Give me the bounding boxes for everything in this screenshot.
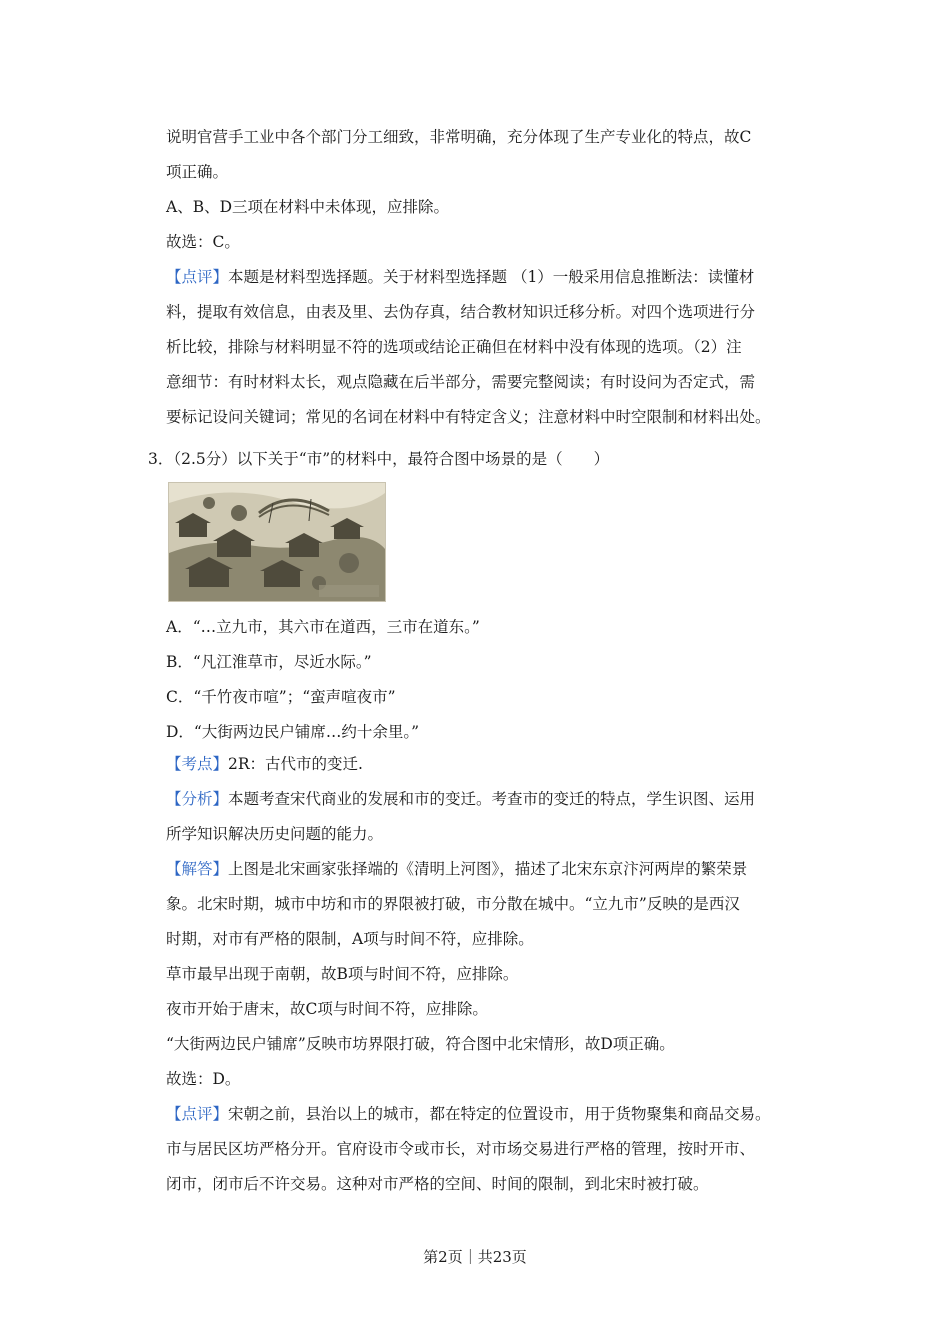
dianping-line: [166, 1103, 771, 1125]
text-line: 闭市，闭市后不许交易。这种对市严格的空间、时间的限制，到北宋时被打破。: [166, 1175, 709, 1193]
text-line: 象。北宋时期，城市中坊和市的界限被打破，市分散在城中。“立九市”反映的是西汉: [166, 895, 740, 913]
text-line: 故选：C。: [166, 233, 240, 251]
option-c: C．“千竹夜市喧”；“蛮声喧夜市”: [166, 688, 396, 706]
fenxi-text: 本题考查宋代商业的发展和市的变迁。考查市的变迁的特点，学生识图、运用: [228, 790, 756, 808]
comment-tag: 【点评】: [166, 268, 229, 286]
kaodian-line: [166, 753, 363, 775]
fenxi-tag: 【分析】: [166, 790, 229, 808]
jieda-tag: 【解答】: [166, 860, 229, 878]
comment-line: [166, 266, 754, 288]
text-line: A、B、D三项在材料中未体现，应排除。: [166, 198, 450, 216]
option-a: A．“…立九市，其六市在道西，三市在道东。”: [166, 618, 480, 636]
text-line: 草市最早出现于南朝，故B项与时间不符，应排除。: [166, 965, 519, 983]
text-line: 意细节：有时材料太长，观点隐藏在后半部分，需要完整阅读；有时设问为否定式，需: [166, 373, 756, 391]
kaodian-text: 2R：古代市的变迁.: [228, 755, 363, 773]
text-line: 夜市开始于唐末，故C项与时间不符，应排除。: [166, 1000, 488, 1018]
text-line: 市与居民区坊严格分开。官府设市令或市长，对市场交易进行严格的管理，按时开市、: [166, 1140, 756, 1158]
kaodian-tag: 【考点】: [166, 755, 229, 773]
text-line: 时期，对市有严格的限制，A项与时间不符，应排除。: [166, 930, 534, 948]
text-line: 说明官营手工业中各个部门分工细致，非常明确，充分体现了生产专业化的特点，故C: [166, 128, 752, 146]
text-line: 析比较，排除与材料明显不符的选项或结论正确但在材料中没有体现的选项。（2）注: [166, 338, 742, 356]
question-stem: （2.5分）以下关于“市”的材料中，最符合图中场景的是（ ）: [173, 450, 610, 468]
text-line: 所学知识解决历史问题的能力。: [166, 825, 384, 843]
question-stem-line: [148, 448, 609, 470]
fenxi-line: [166, 788, 755, 810]
dianping-tag: 【点评】: [166, 1105, 229, 1123]
jieda-line: [166, 858, 747, 880]
dianping-text: 宋朝之前，县治以上的城市，都在特定的位置设市，用于货物聚集和商品交易。: [228, 1105, 771, 1123]
qingming-painting-image: [168, 482, 386, 602]
text-line: 故选：D。: [166, 1070, 241, 1088]
text-line: 项正确。: [166, 163, 229, 181]
text-line: “大街两边民户铺席”反映市坊界限打破，符合图中北宋情形，故D项正确。: [166, 1035, 675, 1053]
page-footer: 第2页｜共23页: [423, 1248, 527, 1266]
question-number: 3．: [148, 450, 174, 468]
text-line: 要标记设问关键词；常见的名词在材料中有特定含义；注意材料中时空限制和材料出处。: [166, 408, 771, 426]
comment-text: 本题是材料型选择题。关于材料型选择题 （1）一般采用信息推断法：读懂材: [228, 268, 755, 286]
text-line: 料，提取有效信息，由表及里、去伪存真，结合教材知识迁移分析。对四个选项进行分: [166, 303, 756, 321]
option-b: B．“凡江淮草市，尽近水际。”: [166, 653, 372, 671]
jieda-text: 上图是北宋画家张择端的《清明上河图》，描述了北宋东京汴河两岸的繁荣景: [228, 860, 748, 878]
option-d: D．“大街两边民户铺席…约十余里。”: [166, 723, 420, 741]
